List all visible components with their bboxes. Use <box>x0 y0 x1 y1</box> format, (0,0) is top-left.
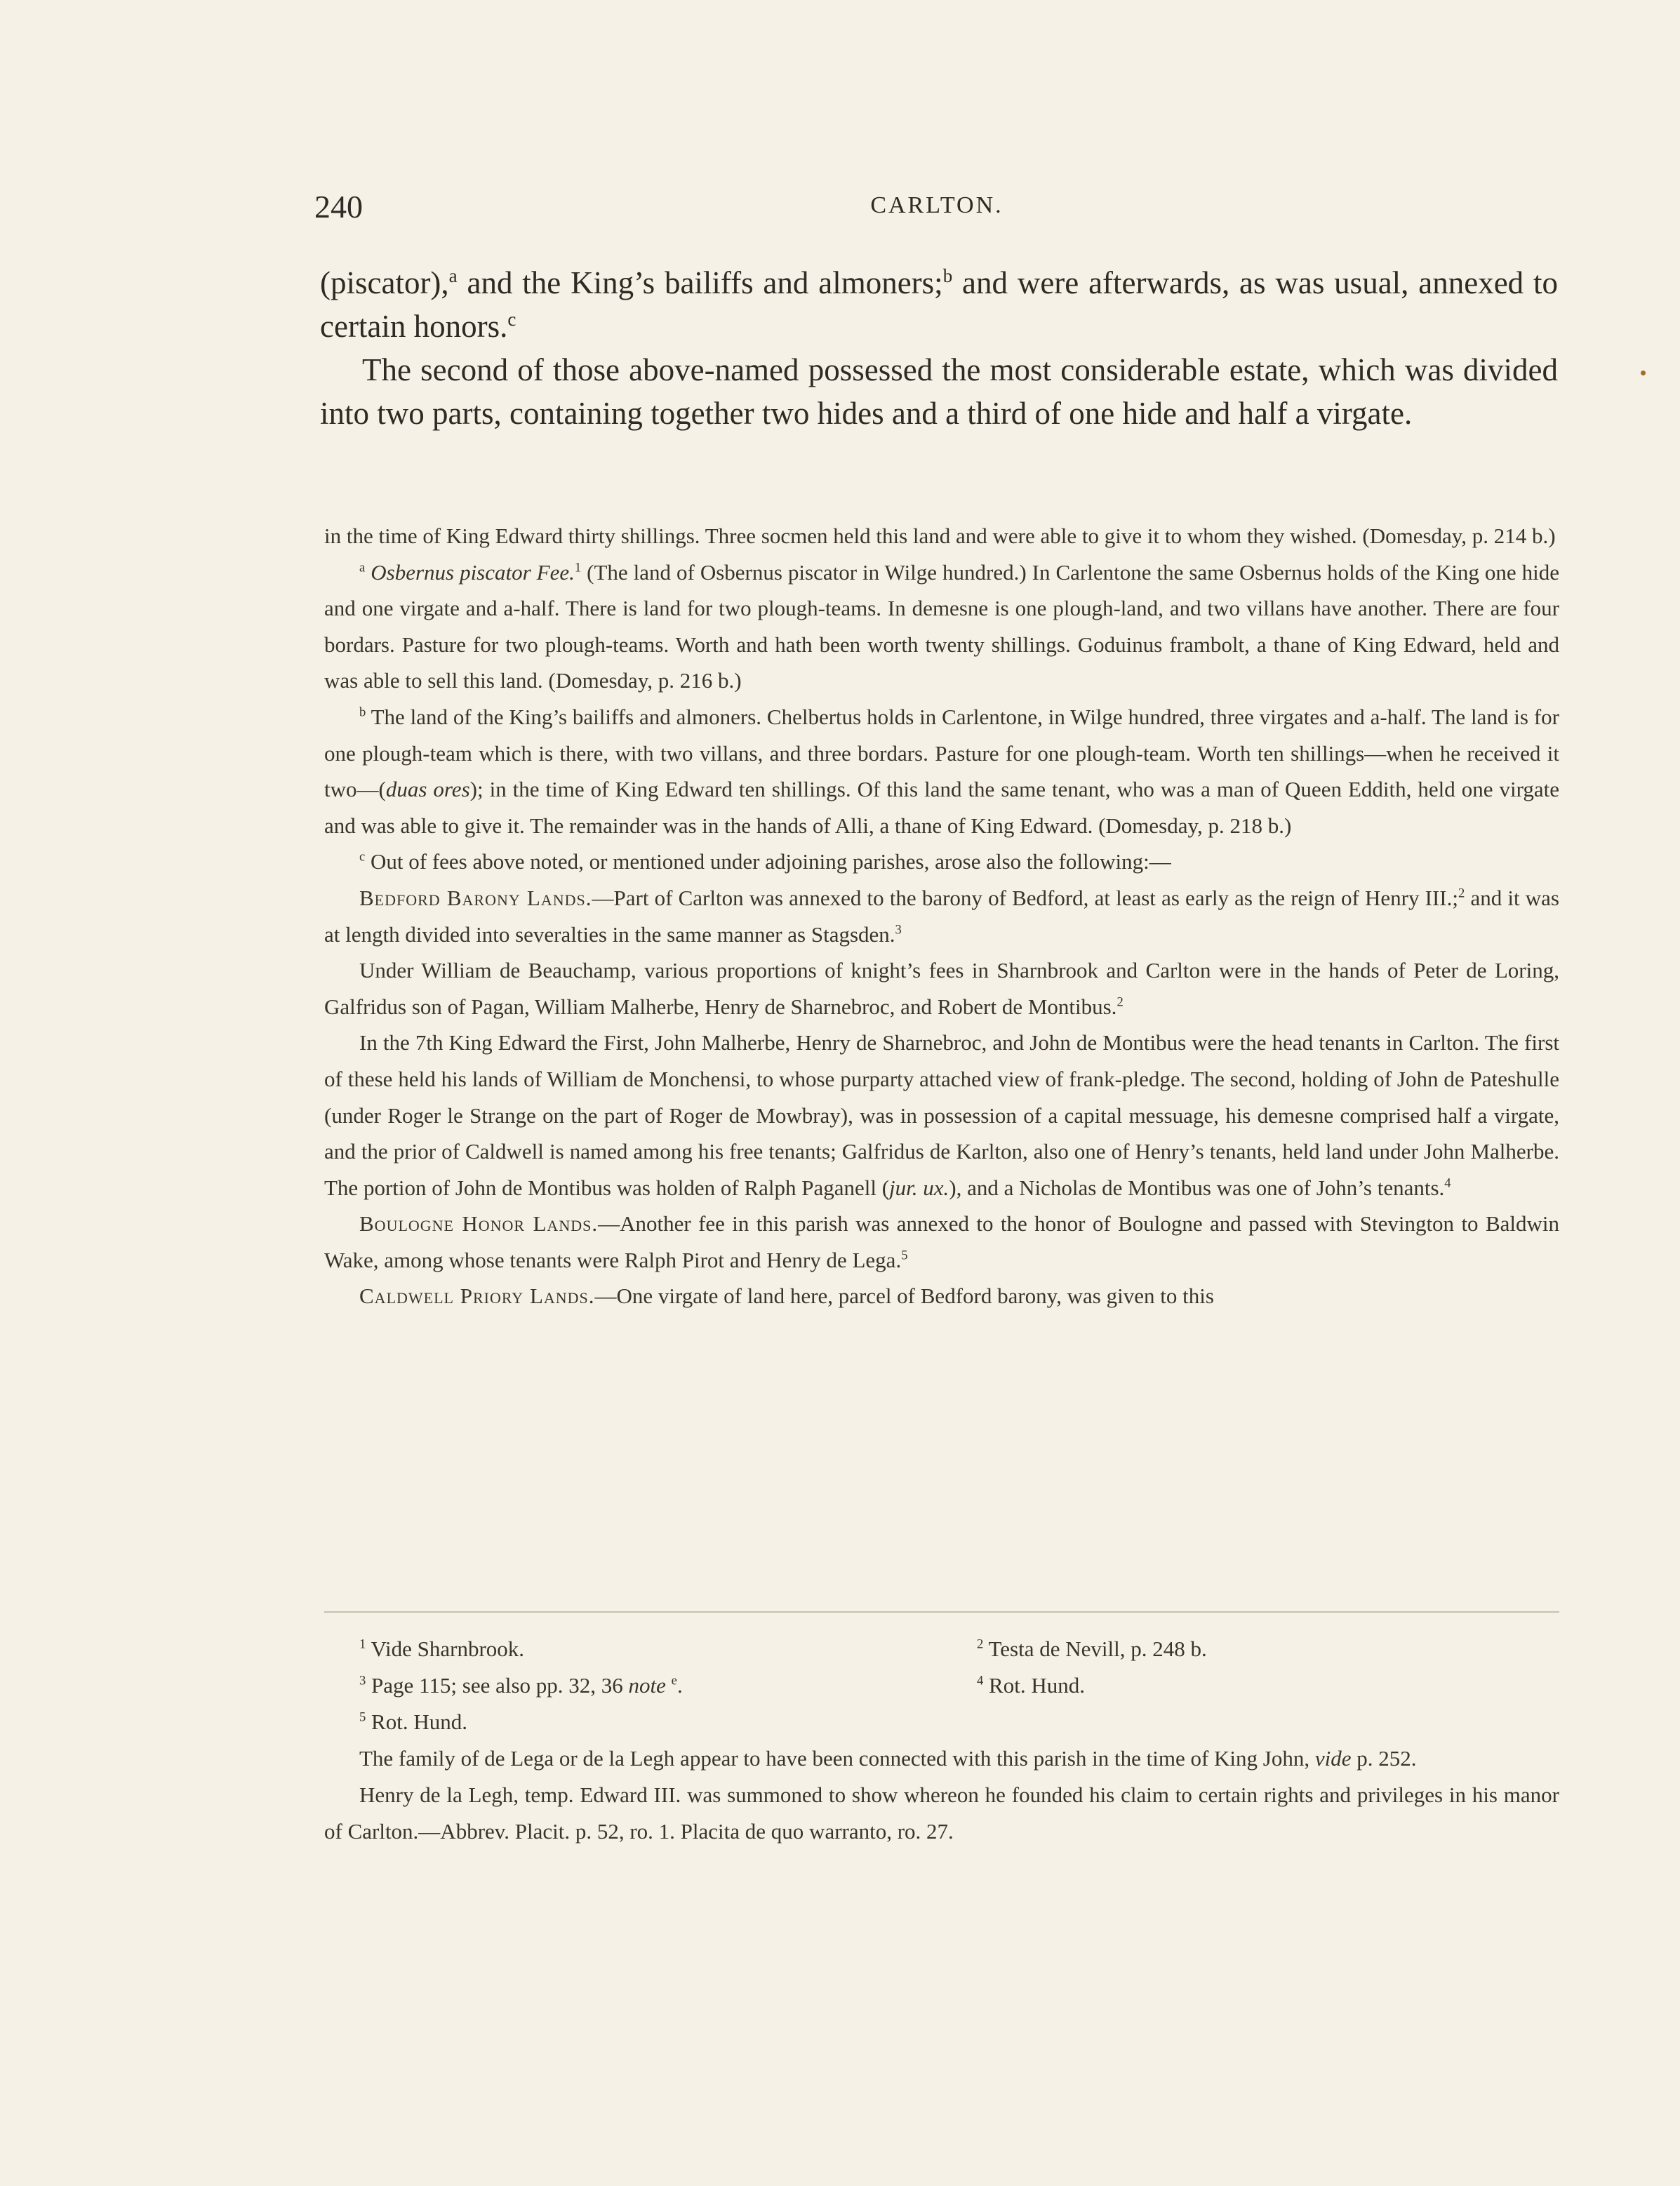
notes-section <box>324 518 1559 1314</box>
footnotes <box>324 1631 1559 1850</box>
main-paragraph-2: The second of those above-named possessed the most considerable estate, which was divided into two parts, containing together two hides and a third of one hide and half a virgate. <box>320 352 1558 431</box>
footnote-2: $^2$ Testa de Nevill, p. 248 b. <box>977 1637 1207 1661</box>
caldwell-priory-lands: Caldwell Priory Lands.—One virgate of land here, parcel of Bedford barony, was given to this <box>359 1284 1214 1309</box>
lega-note: The family of de Lega or de la Legh appear to have been connected with this parish in the time of King John, vide p. 252. <box>359 1746 1417 1771</box>
page-header <box>314 188 1559 230</box>
main-text <box>320 261 1558 435</box>
page-number: 240 <box>314 189 363 225</box>
note-a: $^a$ Osbernus piscator Fee.$^1$ (The land of Osbernus piscator in Wilge hundred.) In Carlentone the same Osbernus holds of the King one hide and one virgate and a-half. There is land for two plough-teams. In demesne is one plough-land, and two villans have another. There are four bordars. Pasture for two plough-teams. Worth and hath been worth twenty shillings. Goduinus frambolt, a thane of King Edward, held and was able to sell this land. (Domesday, p. 216 b.) <box>324 559 1559 693</box>
footnote-1: $^1$ Vide Sharnbrook. <box>359 1637 525 1661</box>
footnote-spacer <box>942 1704 1559 1740</box>
footnote-5: $^5$ Rot. Hund. <box>359 1710 467 1734</box>
note-b: $^b$ The land of the King’s bailiffs and almoners. Chelbertus holds in Carlentone, in Wilge hundred, three virgates and a-half. The land is for one plough-team which is there, with two villans, and three bordars. Pasture for one plough-team. Worth ten shillings—when he received it two—(duas ores); in the time of King Edward ten shillings. Of this land the same tenant, who was a man of Queen Eddith, held one virgate and was able to give it. The remainder was in the hands of Alli, a thane of King Edward. (Domesday, p. 218 b.) <box>324 704 1560 838</box>
footnote-divider <box>324 1611 1559 1613</box>
running-title: CARLTON. <box>870 192 1004 218</box>
note-c: $^c$ Out of fees above noted, or mentioned under adjoining parishes, arose also the following:— <box>359 849 1171 874</box>
note-continuation: in the time of King Edward thirty shillings. Three socmen held this land and were able to give it to whom they wished. (Domesday, p. 214 b.) <box>324 524 1556 548</box>
boulogne-honor-lands: Boulogne Honor Lands.—Another fee in this parish was annexed to the honor of Boulogne and passed with Stevington to Baldwin Wake, among whose tenants were Ralph Pirot and Henry de Lega.$^5$ <box>324 1211 1559 1272</box>
main-paragraph-1: (piscator),$^a$ and the King’s bailiffs and almoners;$^b$ and were afterwards, as was usual, annexed to certain honors.$^c$ <box>320 265 1558 344</box>
footnote-3: $^3$ Page 115; see also pp. 32, 36 note $^e$. <box>359 1673 683 1698</box>
footnote-4: $^4$ Rot. Hund. <box>977 1673 1085 1698</box>
footnote-grid <box>324 1631 1559 1740</box>
ink-speck <box>1641 371 1646 375</box>
bedford-barony-lands: Bedford Barony Lands.—Part of Carlton was annexed to the barony of Bedford, at least as early as the reign of Henry III.;$^2$ and it was at length divided into severalties in the same manner as Stagsden.$^3$ <box>324 885 1559 947</box>
beauchamp-paragraph: Under William de Beauchamp, various proportions of knight’s fees in Sharnbrook and Carlton were in the hands of Peter de Loring, Galfridus son of Pagan, William Malherbe, Henry de Sharnebroc, and Robert de Montibus.$^2$ <box>324 958 1559 1019</box>
edward-paragraph: In the 7th King Edward the First, John Malherbe, Henry de Sharnebroc, and John de Montibus were the head tenants in Carlton. The first of these held his lands of William de Monchensi, to whose purparty attached view of frank-pledge. The second, holding of John de Pateshulle (under Roger le Strange on the part of Roger de Mowbray), was in possession of a capital messuage, his demesne comprised half a virgate, and the prior of Caldwell is named among his free tenants; Galfridus de Karlton, also one of Henry’s tenants, held land under John Malherbe. The portion of John de Montibus was holden of Ralph Paganell (jur. ux.), and a Nicholas de Montibus was one of John’s tenants.$^4$ <box>324 1030 1559 1200</box>
henry-note: Henry de la Legh, temp. Edward III. was summoned to show whereon he founded his claim to certain rights and privileges in his manor of Carlton.—Abbrev. Placit. p. 52, ro. 1. Placita de quo warranto, ro. 27. <box>324 1782 1559 1844</box>
